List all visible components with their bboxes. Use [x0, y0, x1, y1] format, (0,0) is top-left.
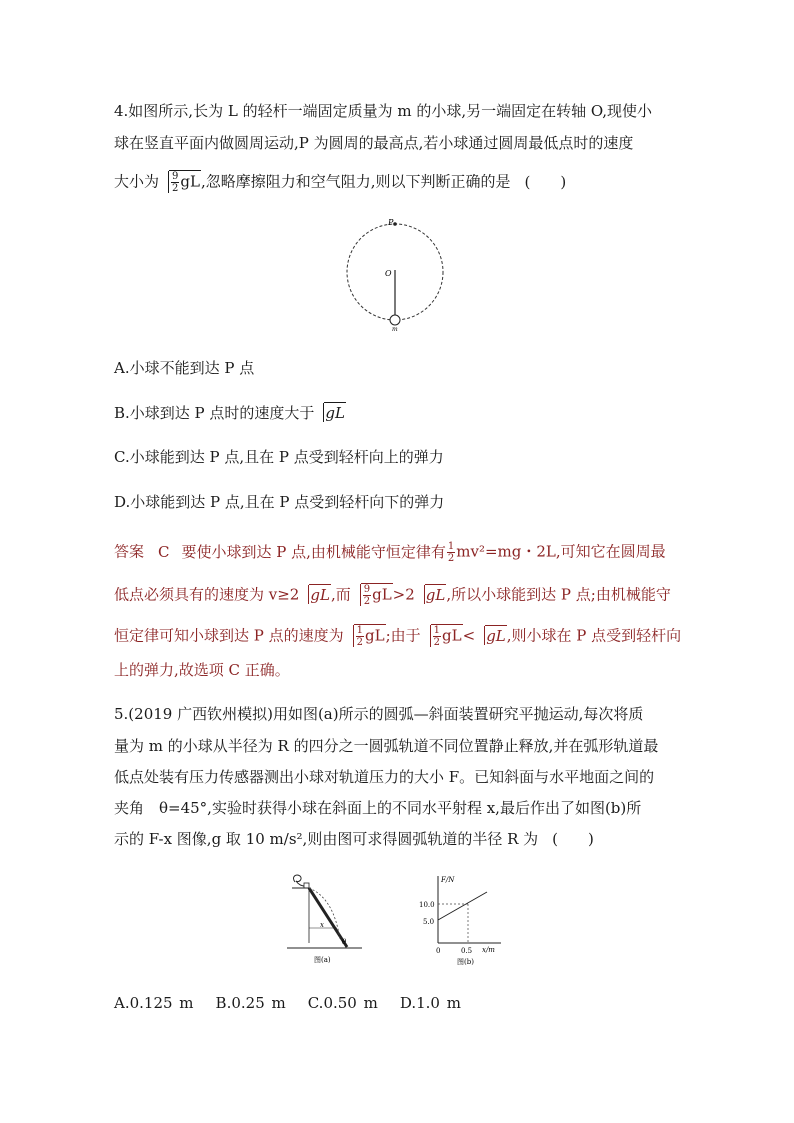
q5-line5-text: 示的 F-x 图像,g 取 10 m/s²,则由图可求得圆弧轨道的半径 R 为 — [114, 830, 539, 848]
answer-text: 恒定律可知小球到达 P 点的速度为 — [114, 626, 344, 645]
fraction-denominator: 2 — [363, 596, 371, 607]
q5-text-line-5 — [114, 829, 594, 849]
answer-choice: C — [158, 542, 170, 561]
sqrt-1-2-gl — [423, 624, 463, 648]
q5-option-c: C.0.50 m — [307, 994, 378, 1012]
q4-text-line-3 — [114, 170, 566, 194]
answer-line-4: 上的弹力,故选项 C 正确。 — [114, 661, 290, 679]
fraction-1-2 — [447, 541, 455, 564]
answer-text: 要使小球到达 P 点,由机械能守恒定律有 — [181, 542, 446, 561]
answer-text: ,所以小球能到达 P 点;由机械能守 — [446, 585, 671, 604]
q4-option-b — [114, 402, 346, 423]
fraction-numerator: 1 — [433, 625, 441, 636]
q4-text-line-2: 球在竖直平面内做圆周运动,P 为圆周的最高点,若小球通过圆周最低点时的速度 — [114, 134, 634, 152]
q5-text-line-4: 夹角 θ=45°,实验时获得小球在斜面上的不同水平射程 x,最后作出了如图(b)所 — [114, 799, 642, 817]
arc-track — [294, 875, 302, 882]
answer-text: 低点必须具有的速度为 v≥2 — [114, 585, 300, 604]
fraction-denominator: 2 — [356, 637, 364, 648]
radicand: gL — [180, 172, 200, 191]
q4-text-line-1: 4.如图所示,长为 L 的轻杆一端固定质量为 m 的小球,另一端固定在转轴 O,现使小 — [114, 102, 653, 120]
q5-figure-a — [282, 870, 366, 964]
q5-text-line-3: 低点处装有压力传感器测出小球对轨道压力的大小 F。已知斜面与水平地面之间的 — [114, 768, 655, 786]
radicand: gL — [325, 404, 345, 422]
x-axis-label: x/m — [482, 946, 495, 954]
f-x-line — [438, 892, 487, 920]
fraction-numerator: 9 — [172, 171, 179, 182]
fraction-denominator: 2 — [172, 183, 179, 194]
radicand: gL — [372, 585, 392, 604]
figure-b-caption: 图(b) — [457, 958, 474, 966]
answer-line-3 — [114, 624, 681, 648]
y-tick-10: 10.0 — [419, 901, 435, 909]
fraction-numerator: 1 — [356, 625, 364, 636]
q4-line3-prefix: 大小为 — [114, 172, 160, 191]
fraction-numerator: 9 — [363, 584, 371, 595]
sqrt-gl — [316, 402, 346, 423]
figure-a-caption: 图(a) — [314, 956, 331, 964]
radicand: gL — [425, 585, 446, 604]
answer-text: < — [462, 626, 476, 645]
top-point-p — [393, 222, 397, 226]
q4-line3-suffix: ,忽略摩擦阻力和空气阻力,则以下判断正确的是 — [200, 172, 511, 191]
q4-option-c: C.小球能到达 P 点,且在 P 点受到轻杆向上的弹力 — [114, 448, 444, 466]
answer-label: 答案 — [114, 542, 145, 561]
radicand: gL — [486, 626, 506, 645]
fraction-numerator: 1 — [447, 541, 455, 552]
radicand: gL — [310, 585, 330, 604]
q4-option-d: D.小球能到达 P 点,且在 P 点受到轻杆向下的弹力 — [114, 493, 445, 511]
q4-option-a: A.小球不能到达 P 点 — [114, 359, 255, 377]
q5-option-b: B.0.25 m — [215, 994, 286, 1012]
answer-text: >2 — [392, 585, 415, 604]
answer-line-1 — [114, 541, 666, 564]
q5-text-line-2: 量为 m 的小球从半径为 R 的四分之一圆弧轨道不同位置静止释放,并在弧形轨道最 — [114, 737, 659, 755]
fraction-denominator: 2 — [433, 637, 441, 648]
y-tick-5: 5.0 — [423, 918, 435, 926]
label-x: x — [320, 921, 324, 929]
answer-text: ,而 — [330, 585, 351, 604]
q5-option-d: D.1.0 m — [399, 994, 461, 1012]
answer-text: ;由于 — [385, 626, 421, 645]
q5-answer-paren: ( ) — [552, 830, 594, 848]
y-axis-label: F/N — [441, 876, 455, 884]
radicand: gL — [442, 626, 462, 645]
sqrt-1-2-gl — [346, 624, 386, 648]
q5-option-a: A.0.125 m — [114, 994, 194, 1012]
answer-line-2 — [114, 583, 671, 607]
answer-text: ,则小球在 P 点受到轻杆向 — [506, 626, 682, 645]
option-b-text: B.小球到达 P 点时的速度大于 — [114, 404, 315, 422]
label-o: O — [385, 269, 392, 278]
x-tick-0-5: 0.5 — [461, 947, 473, 955]
q5-options — [114, 993, 461, 1013]
label-theta: θ — [342, 938, 347, 946]
sqrt-9-2-gl — [353, 583, 393, 607]
q4-circle-figure — [340, 218, 450, 333]
x-tick-0: 0 — [436, 947, 441, 955]
q5-text-line-1: 5.(2019 广西钦州模拟)用如图(a)所示的圆弧—斜面装置研究平抛运动,每次将质 — [114, 705, 644, 723]
sqrt-gl — [417, 584, 447, 605]
ball — [390, 315, 400, 325]
sqrt-gl — [301, 584, 331, 605]
fraction-denominator: 2 — [447, 553, 455, 564]
q4-sqrt-9-2-gl — [161, 170, 201, 194]
answer-text: mv²=mg・2L,可知它在圆周最 — [456, 542, 666, 561]
sqrt-gl — [477, 625, 507, 646]
label-m: m — [392, 326, 398, 333]
pressure-sensor — [304, 883, 309, 888]
label-p: P — [388, 218, 394, 227]
radicand: gL — [365, 626, 385, 645]
q4-answer-paren: ( ) — [524, 172, 567, 191]
q5-figure-b — [405, 872, 505, 966]
